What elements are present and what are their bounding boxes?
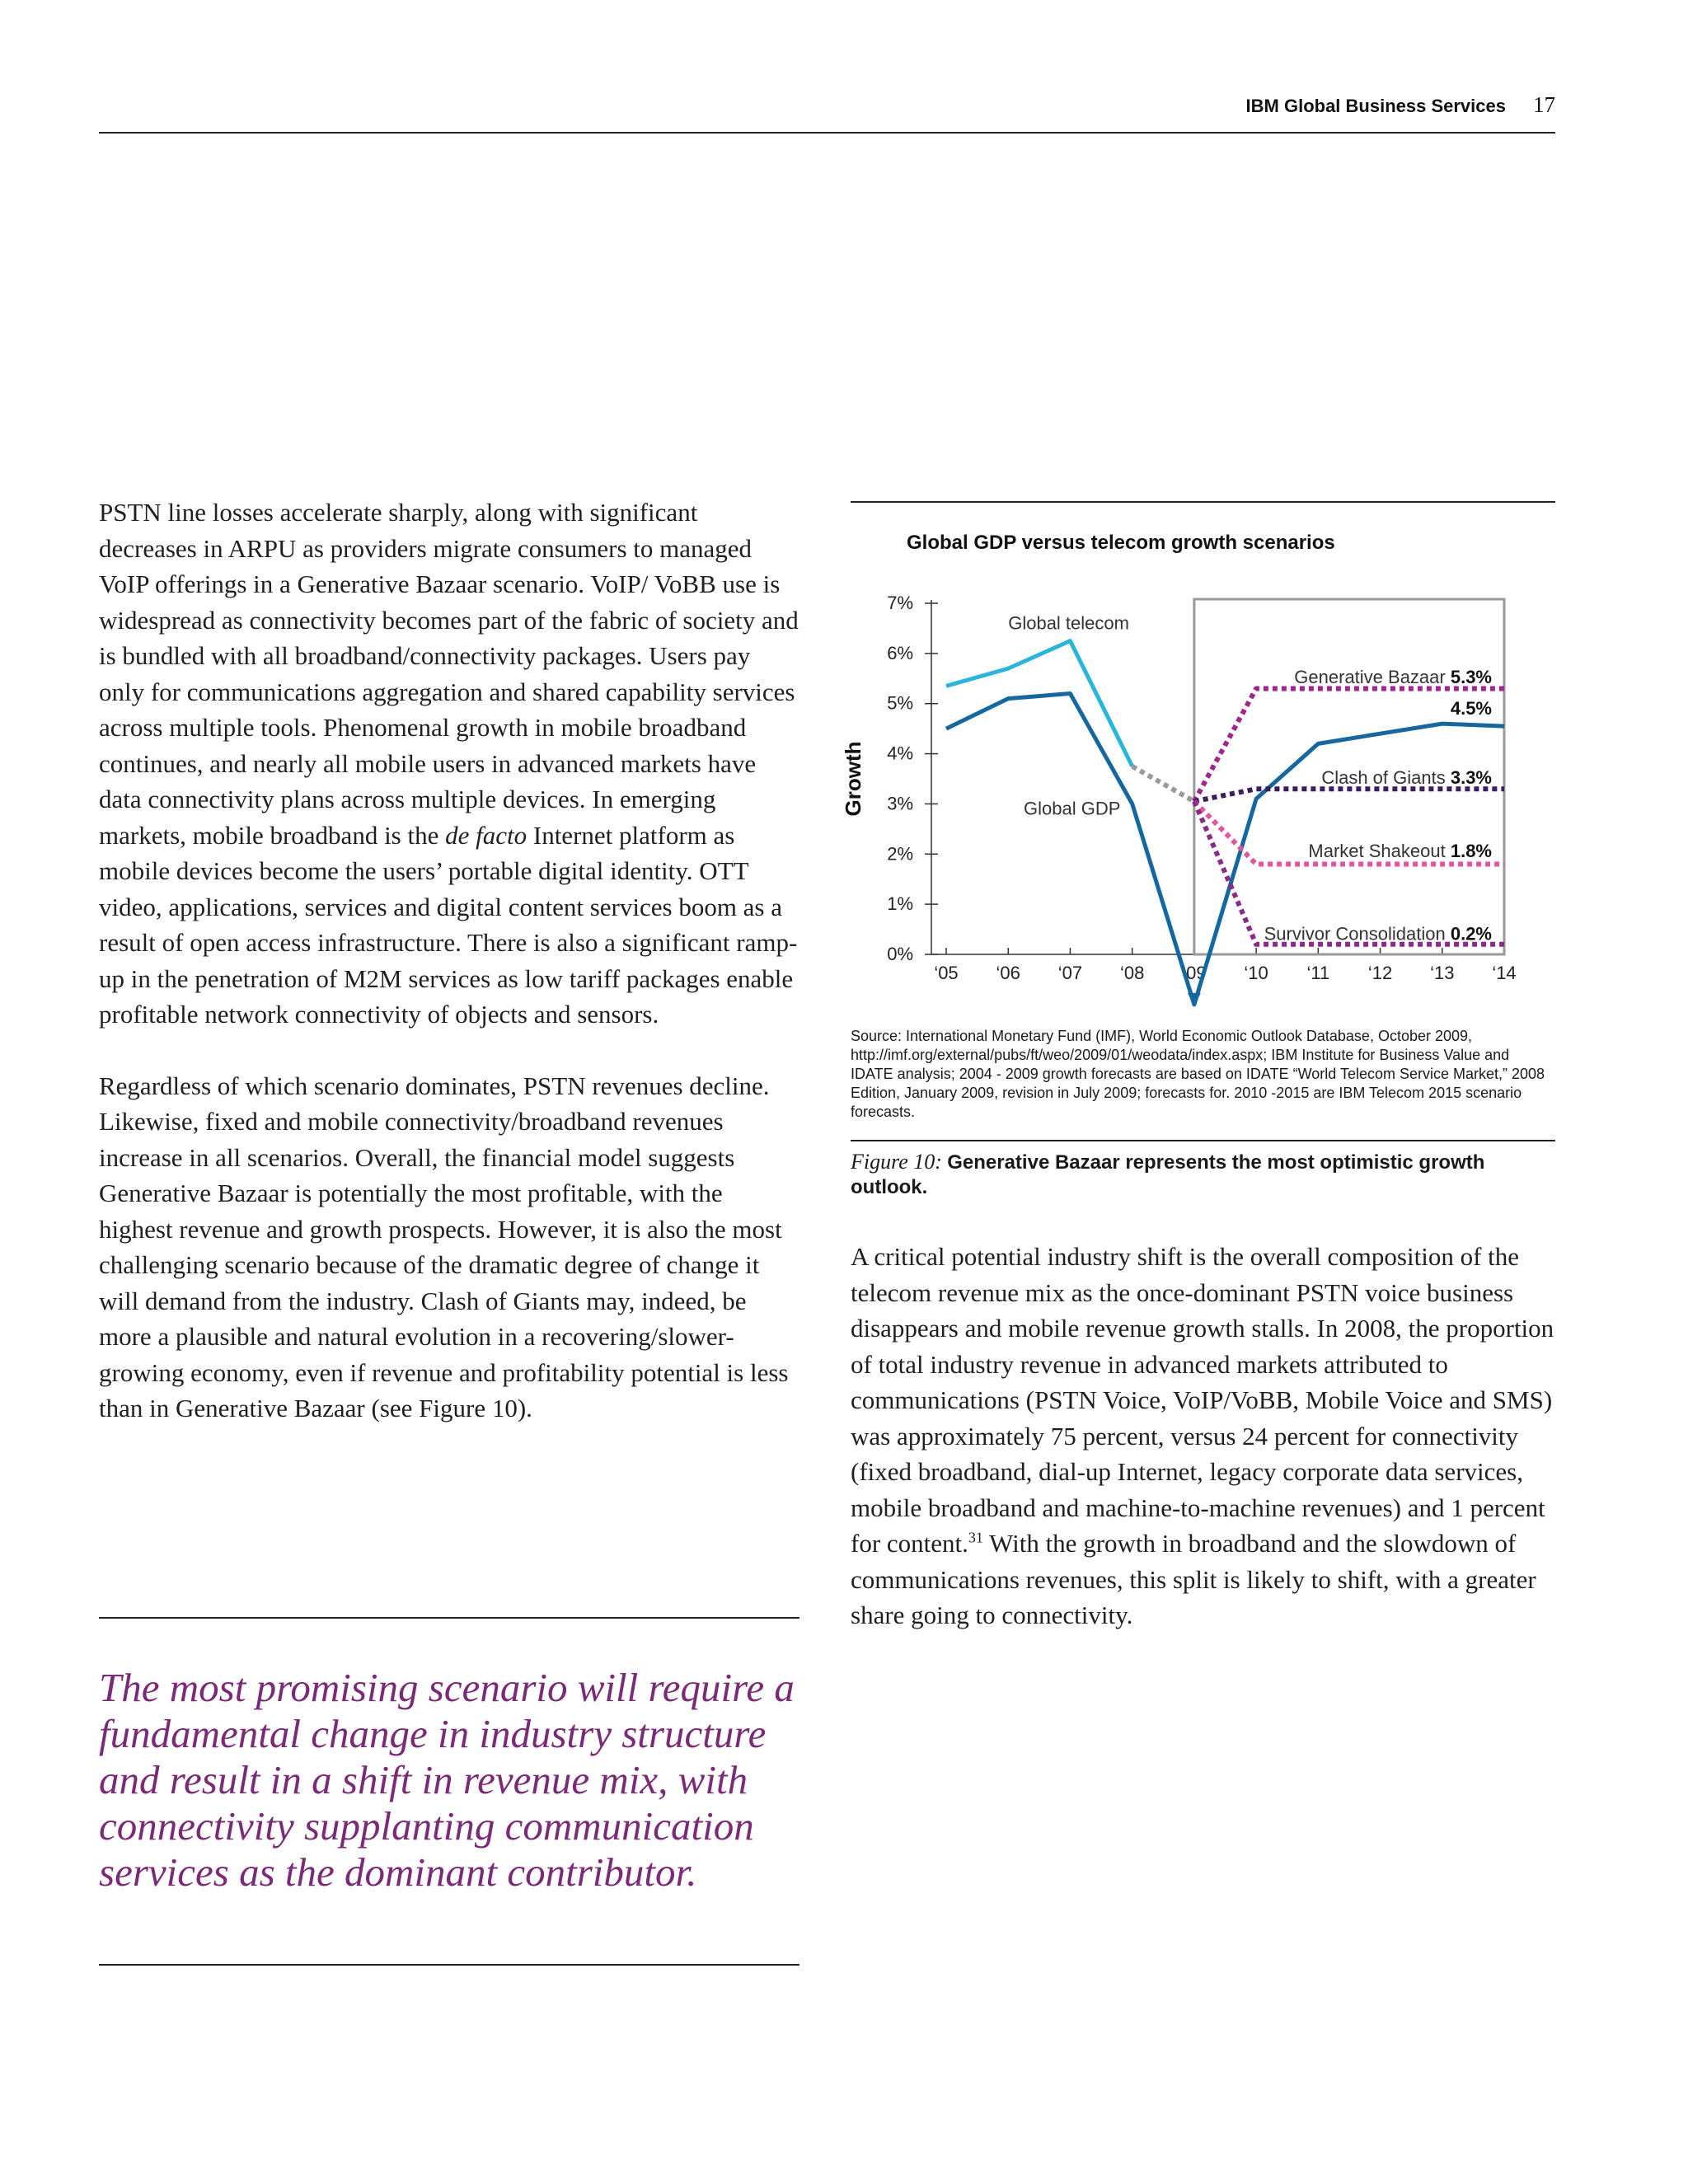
paragraph-financial-model: Regardless of which scenario dominates, PSTN revenues decline. Likewise, fixed and mobile connectivity/broadband revenues increase in all scenarios. Overall, the financial model suggests Generative Bazaar is potentially the most profitable, with the highest revenue and growth prospects. However, it is also the most challenging scenario because of the dramatic degree of change it will demand from the industry. Clash of Giants may, indeed, be more a plausible and natural evolution in a recovering/slower-growing economy, even if revenue and profitability potential is less than in Generative Bazaar (see Figure 10). bbox=[99, 1071, 789, 1422]
page-header bbox=[99, 92, 1555, 134]
chart-title: Global GDP versus telecom growth scenarios bbox=[907, 532, 1335, 554]
y-tick-label: 5% bbox=[887, 692, 913, 714]
y-tick-label: 4% bbox=[887, 743, 913, 764]
y-tick-label: 6% bbox=[887, 642, 913, 663]
line-label: Global telecom bbox=[1008, 612, 1129, 634]
pullquote-top-rule bbox=[99, 1617, 799, 1619]
x-tick-label: ‘10 bbox=[1244, 963, 1268, 983]
series-line bbox=[946, 641, 1132, 766]
x-tick-label: ‘12 bbox=[1367, 963, 1393, 983]
scenario-value: 4.5% bbox=[1450, 697, 1492, 719]
scenario-label bbox=[1264, 924, 1492, 944]
figure-caption-text: Generative Bazaar represents the most optimistic growth outlook. bbox=[851, 1151, 1485, 1198]
x-tick-label: ‘14 bbox=[1492, 963, 1517, 983]
italic-term: de facto bbox=[445, 820, 528, 850]
x-tick-label: ‘13 bbox=[1430, 963, 1455, 983]
y-tick-label: 0% bbox=[887, 944, 913, 964]
chart-source-note: Source: International Monetary Fund (IMF), World Economic Outlook Database, October 2009, http://imf.org/external/pubs/ft/weo/2009/01/weodata/index.aspx; IBM Institute for Business Value and IDATE analysis; 2004 - 2009 growth forecasts are based on IDATE “World Telecom Service Market,” 2008 Edition, January 2009, revision in July 2009; forecasts for. 2010 -2015 are IBM Telecom 2015 scenario forecasts. bbox=[851, 1028, 1545, 1120]
y-tick-label: 2% bbox=[887, 843, 913, 865]
scenario-name: Generative Bazaar bbox=[1294, 667, 1451, 688]
x-tick-label: ‘09 bbox=[1182, 963, 1207, 983]
x-tick-label: ‘11 bbox=[1306, 963, 1330, 983]
series-line bbox=[1132, 766, 1194, 802]
scenario-name: Survivor Consolidation bbox=[1264, 923, 1451, 944]
paragraph-revenue-mix bbox=[851, 1239, 1555, 1633]
pullquote: The most promising scenario will require a fundamental change in industry structure and result in a shift in revenue mix, with connectivity supplanting communication services as the dominant contributor. bbox=[99, 1665, 795, 1895]
scenario-label bbox=[1321, 767, 1492, 788]
scenario-label bbox=[1451, 698, 1492, 719]
gdp-dip-marker bbox=[1188, 993, 1201, 1006]
header-title: IBM Global Business Services bbox=[1245, 96, 1506, 116]
scenario-label bbox=[1308, 841, 1492, 861]
scenario-value: 3.3% bbox=[1450, 766, 1492, 788]
scenario-label bbox=[1294, 667, 1492, 687]
page-number: 17 bbox=[1533, 92, 1555, 117]
scenario-value: 0.2% bbox=[1450, 923, 1492, 944]
scenario-value: 1.8% bbox=[1450, 841, 1492, 862]
paragraph-text: A critical potential industry shift is the overall composition of the telecom revenue mix as the once-dominant PSTN voice business disappears and mobile revenue growth stalls. In 2008, the proportion of total industry revenue in advanced markets attributed to communications (PSTN Voice, VoIP/VoBB, Mobile Voice and SMS) was approximately 75 percent, versus 24 percent for connectivity (fixed broadband, dial-up Internet, legacy corporate data services, mobile broadband and machine-to-machine revenues) and 1 percent for content. bbox=[851, 1242, 1554, 1558]
y-tick-label: 7% bbox=[887, 593, 913, 613]
growth-chart bbox=[832, 577, 1550, 1022]
paragraph-text: With the growth in broadband and the slowdown of communications revenues, this split is likely to shift, with a greater share going to connectivity. bbox=[851, 1529, 1536, 1629]
paragraph-scenario-description bbox=[99, 494, 799, 1033]
x-tick-label: ‘05 bbox=[934, 963, 959, 983]
caption-top-rule bbox=[851, 1140, 1555, 1141]
scenario-name: Market Shakeout bbox=[1308, 841, 1451, 862]
right-column bbox=[851, 1239, 1555, 1633]
chart-lines bbox=[946, 641, 1504, 1006]
figure-caption bbox=[851, 1150, 1555, 1200]
y-axis-label: Growth bbox=[841, 741, 865, 817]
scenario-value: 5.3% bbox=[1450, 667, 1492, 688]
figure-top-rule bbox=[851, 501, 1555, 503]
x-tick-label: ‘07 bbox=[1057, 963, 1083, 983]
x-tick-label: ‘08 bbox=[1119, 963, 1145, 983]
pullquote-bottom-rule bbox=[99, 1964, 799, 1966]
footnote-reference: 31 bbox=[968, 1529, 983, 1546]
y-tick-label: 3% bbox=[887, 793, 913, 814]
line-label: Global GDP bbox=[1024, 798, 1121, 819]
paragraph-text: PSTN line losses accelerate sharply, along with significant decreases in ARPU as providers migrate consumers to managed VoIP offerings in a Generative Bazaar scenario. VoIP/ VoBB use is widespread as connectivity becomes part of the fabric of society and is bundled with all broadband/connectivity packages. Users pay only for communications aggregation and shared capability services across multiple tools. Phenomenal growth in mobile broadband continues, and nearly all mobile users in advanced markets have data connectivity plans across multiple devices. In emerging markets, mobile broadband is the bbox=[99, 498, 799, 850]
figure-label: Figure 10: bbox=[851, 1150, 942, 1174]
series-line bbox=[1194, 789, 1504, 801]
scenario-name: Clash of Giants bbox=[1321, 766, 1451, 788]
left-column bbox=[99, 494, 799, 1427]
y-tick-label: 1% bbox=[887, 893, 913, 915]
paragraph-text: Internet platform as mobile devices become the users’ portable digital identity. OTT video, applications, services and digital content services boom as a result of open access infrastructure. There is also a significant ramp-up in the penetration of M2M services as low tariff packages enable profitable network connectivity of objects and sensors. bbox=[99, 820, 798, 1029]
x-tick-label: ‘06 bbox=[996, 963, 1020, 983]
